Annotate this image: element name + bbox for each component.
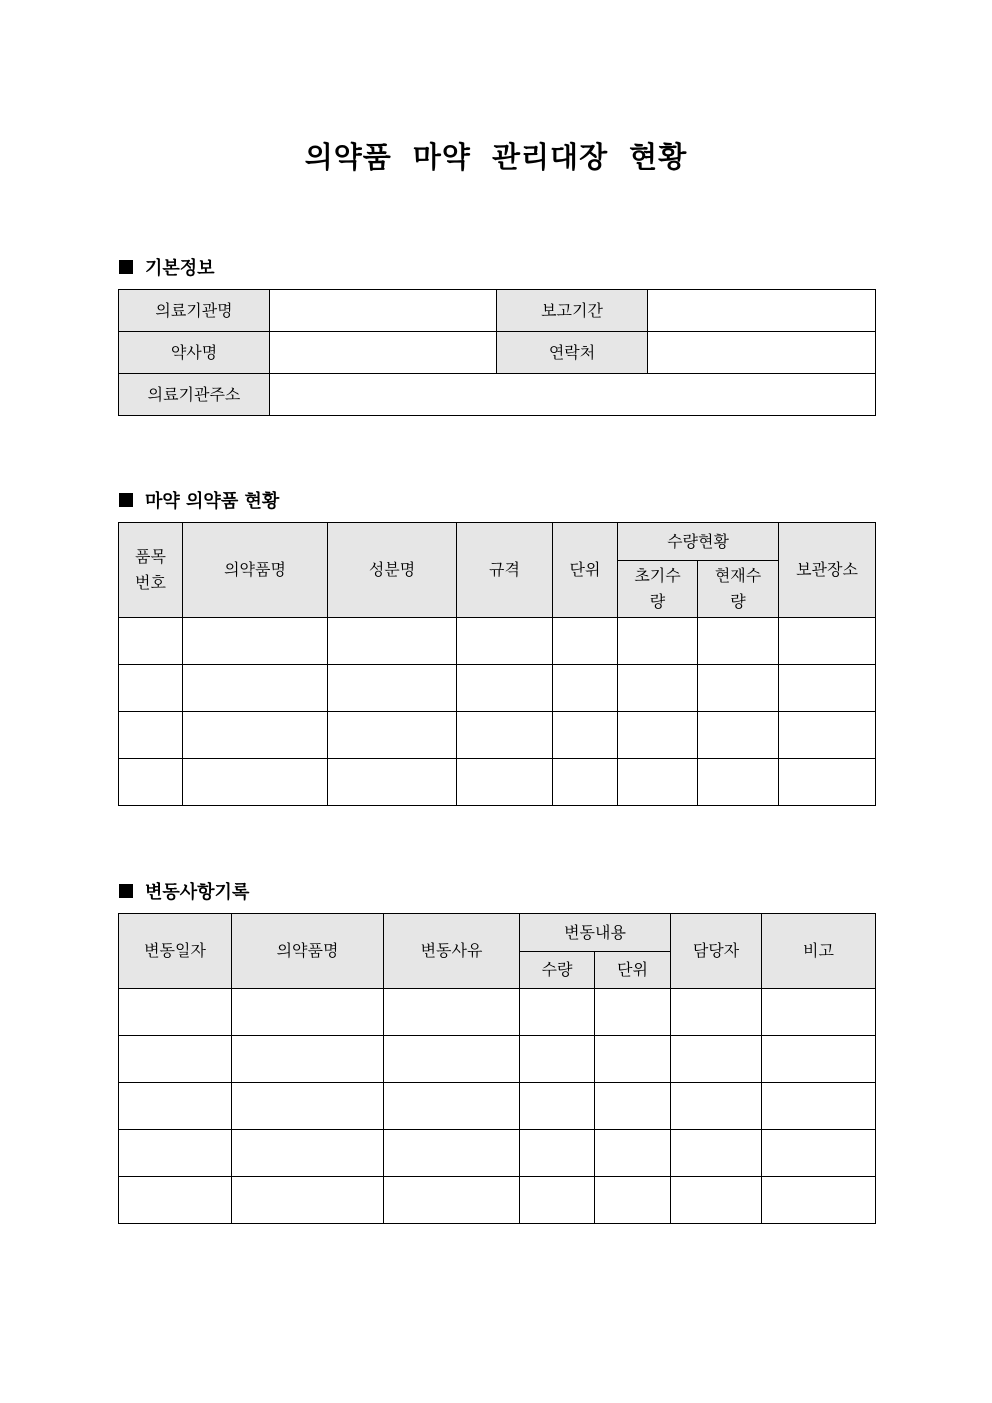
basic-info-table [118, 289, 876, 416]
table-cell[interactable] [671, 1036, 762, 1083]
table-cell[interactable] [183, 665, 328, 712]
unit-header: 단위 [595, 952, 671, 989]
institution-name-field[interactable] [270, 290, 497, 332]
table-row [119, 1177, 876, 1224]
table-cell[interactable] [618, 759, 698, 806]
table-cell[interactable] [671, 1130, 762, 1177]
table-cell[interactable] [232, 1177, 384, 1224]
address-field[interactable] [270, 374, 876, 416]
table-cell[interactable] [595, 1083, 671, 1130]
document-title: 의약품 마약 관리대장 현황 [304, 140, 688, 174]
table-cell[interactable] [520, 989, 595, 1036]
table-cell[interactable] [779, 712, 876, 759]
table-cell[interactable] [553, 618, 618, 665]
table-cell[interactable] [520, 1177, 595, 1224]
change-content-header: 변동내용 [520, 914, 671, 952]
institution-name-label: 의료기관명 [119, 290, 270, 332]
table-row [119, 1036, 876, 1083]
table-cell[interactable] [618, 712, 698, 759]
table-cell[interactable] [520, 1036, 595, 1083]
square-bullet-icon [119, 884, 133, 898]
quantity-header: 수량 [520, 952, 595, 989]
table-cell[interactable] [457, 712, 553, 759]
drug-name-header: 의약품명 [232, 914, 384, 989]
change-log-table [118, 913, 876, 1224]
table-cell[interactable] [553, 712, 618, 759]
table-cell[interactable] [595, 989, 671, 1036]
table-cell[interactable] [457, 618, 553, 665]
storage-header: 보관장소 [779, 523, 876, 618]
table-cell[interactable] [384, 989, 520, 1036]
table-cell[interactable] [618, 665, 698, 712]
table-cell[interactable] [671, 1083, 762, 1130]
table-cell[interactable] [328, 618, 457, 665]
table-cell[interactable] [119, 1083, 232, 1130]
table-cell[interactable] [553, 759, 618, 806]
table-cell[interactable] [457, 665, 553, 712]
square-bullet-icon [119, 493, 133, 507]
table-cell[interactable] [183, 712, 328, 759]
table-cell[interactable] [698, 665, 779, 712]
table-cell[interactable] [119, 712, 183, 759]
table-cell[interactable] [384, 1177, 520, 1224]
table-cell[interactable] [762, 1036, 876, 1083]
table-cell[interactable] [698, 618, 779, 665]
table-cell[interactable] [119, 1130, 232, 1177]
drug-status-table [118, 522, 876, 806]
table-cell[interactable] [762, 1130, 876, 1177]
contact-field[interactable] [648, 332, 876, 374]
pharmacist-label: 약사명 [119, 332, 270, 374]
table-cell[interactable] [595, 1036, 671, 1083]
basic-info-heading-label: 기본정보 [145, 258, 215, 279]
basic-info-heading [119, 254, 215, 280]
remarks-header: 비고 [762, 914, 876, 989]
table-cell[interactable] [384, 1036, 520, 1083]
report-period-label: 보고기간 [497, 290, 648, 332]
table-cell[interactable] [520, 1083, 595, 1130]
contact-label: 연락처 [497, 332, 648, 374]
table-cell[interactable] [119, 759, 183, 806]
table-cell[interactable] [779, 618, 876, 665]
table-cell[interactable] [232, 1083, 384, 1130]
pharmacist-field[interactable] [270, 332, 497, 374]
table-cell[interactable] [119, 989, 232, 1036]
drug-status-heading [119, 487, 279, 513]
table-cell[interactable] [328, 712, 457, 759]
table-cell[interactable] [762, 1083, 876, 1130]
square-bullet-icon [119, 260, 133, 274]
table-cell[interactable] [384, 1083, 520, 1130]
change-reason-header: 변동사유 [384, 914, 520, 989]
table-row [119, 665, 876, 712]
report-period-field[interactable] [648, 290, 876, 332]
table-cell[interactable] [232, 1130, 384, 1177]
table-row [119, 712, 876, 759]
table-cell[interactable] [595, 1130, 671, 1177]
table-row [119, 759, 876, 806]
table-cell[interactable] [384, 1130, 520, 1177]
table-cell[interactable] [520, 1130, 595, 1177]
quantity-status-header: 수량현황 [618, 523, 779, 561]
table-cell[interactable] [595, 1177, 671, 1224]
table-cell[interactable] [328, 759, 457, 806]
table-cell[interactable] [119, 1036, 232, 1083]
change-log-heading [119, 878, 249, 904]
table-cell[interactable] [328, 665, 457, 712]
table-cell[interactable] [671, 1177, 762, 1224]
table-cell[interactable] [698, 759, 779, 806]
address-label: 의료기관주소 [119, 374, 270, 416]
table-cell[interactable] [779, 665, 876, 712]
current-qty-header: 현재수 량 [698, 561, 779, 618]
table-cell[interactable] [232, 989, 384, 1036]
change-log-heading-label: 변동사항기록 [145, 882, 250, 903]
drug-status-heading-label: 마약 의약품 현황 [145, 491, 280, 512]
table-cell[interactable] [762, 1177, 876, 1224]
table-row [119, 989, 876, 1036]
table-cell[interactable] [618, 618, 698, 665]
initial-qty-header: 초기수 량 [618, 561, 698, 618]
table-cell[interactable] [119, 1177, 232, 1224]
table-cell[interactable] [553, 665, 618, 712]
table-cell[interactable] [232, 1036, 384, 1083]
change-date-header: 변동일자 [119, 914, 232, 989]
ingredient-header: 성분명 [328, 523, 457, 618]
table-cell[interactable] [119, 618, 183, 665]
table-cell[interactable] [183, 618, 328, 665]
table-row [119, 1083, 876, 1130]
table-row [119, 618, 876, 665]
table-cell[interactable] [457, 759, 553, 806]
table-cell[interactable] [671, 989, 762, 1036]
table-cell[interactable] [183, 759, 328, 806]
table-cell[interactable] [779, 759, 876, 806]
unit-header: 단위 [553, 523, 618, 618]
table-cell[interactable] [119, 665, 183, 712]
drug-name-header: 의약품명 [183, 523, 328, 618]
table-row [119, 1130, 876, 1177]
spec-header: 규격 [457, 523, 553, 618]
item-no-header: 품목 번호 [119, 523, 183, 618]
table-cell[interactable] [698, 712, 779, 759]
table-cell[interactable] [762, 989, 876, 1036]
manager-header: 담당자 [671, 914, 762, 989]
